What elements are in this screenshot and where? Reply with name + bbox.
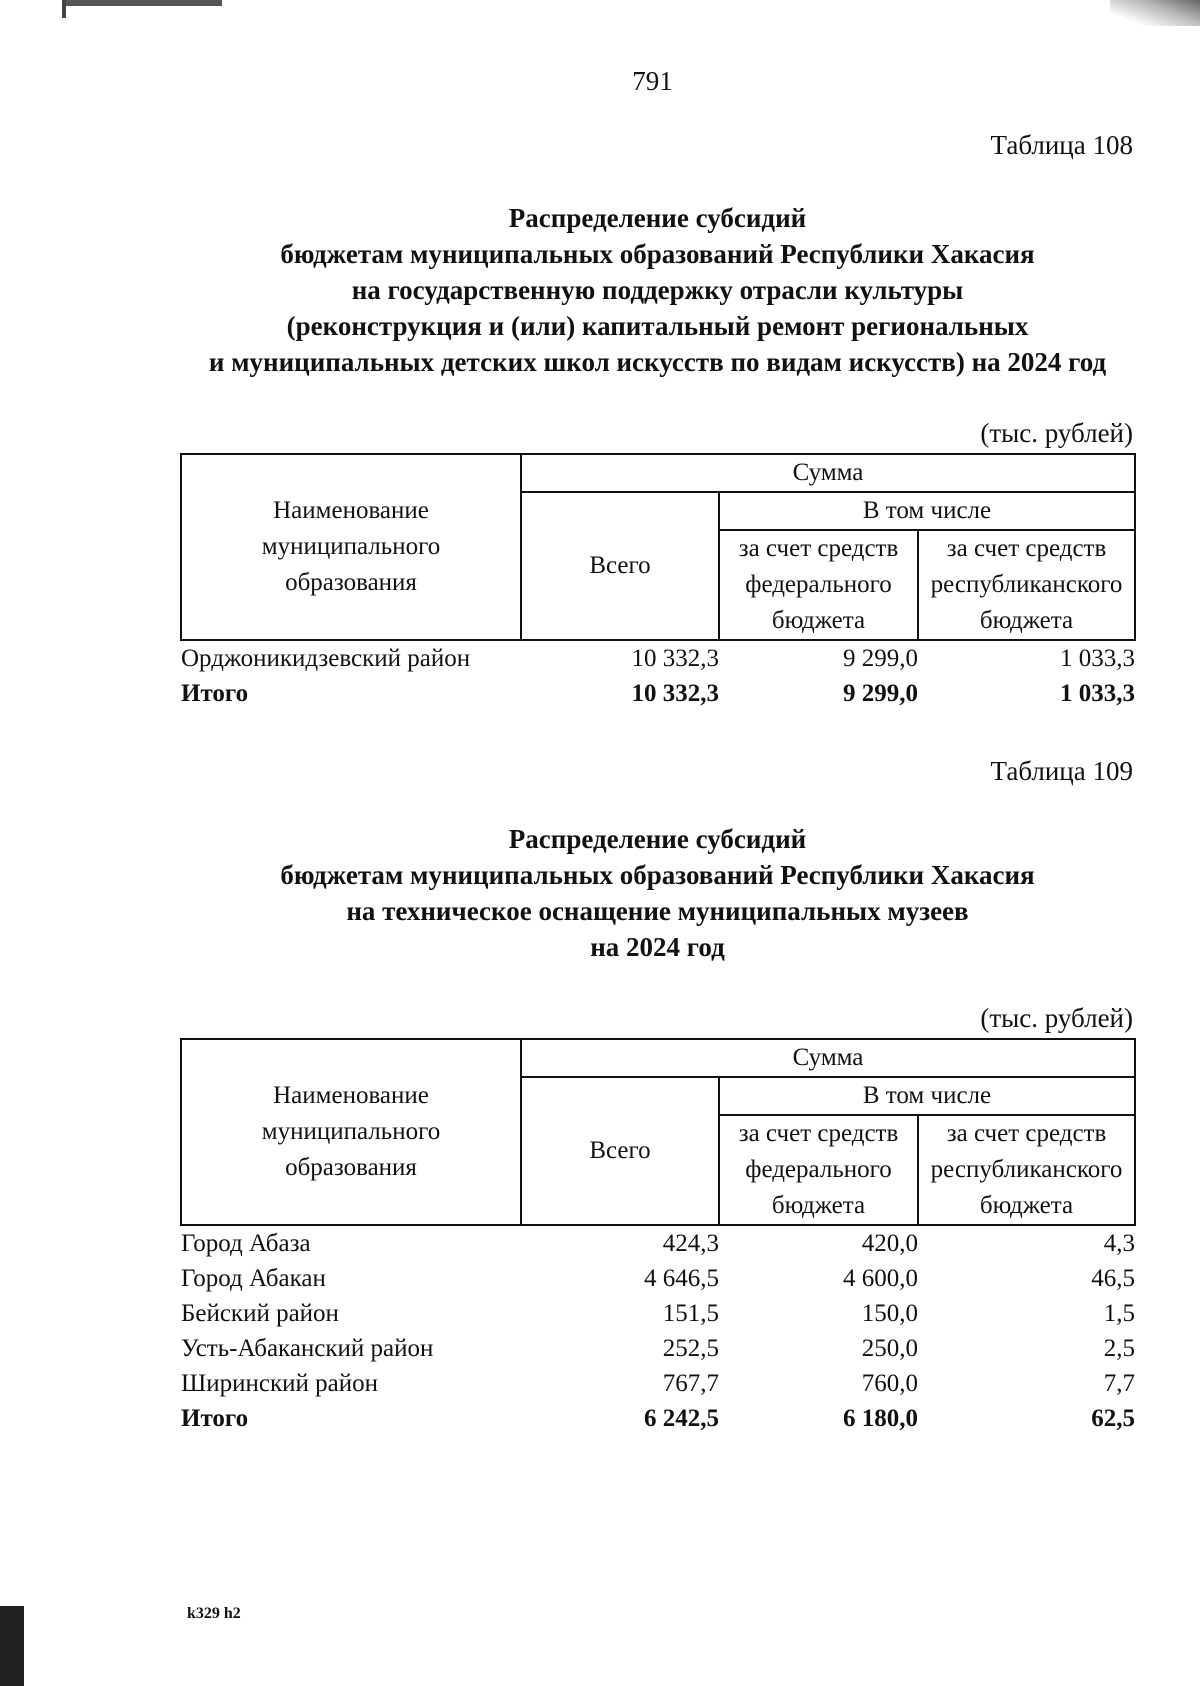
scan-edge-mark-top-left-vertical — [62, 0, 66, 18]
table-row — [181, 1331, 1135, 1366]
row-federal: 4 600,0 — [843, 1265, 918, 1292]
table-108-units: (тыс. рублей) — [980, 418, 1133, 448]
row-republic: 2,5 — [1103, 1335, 1136, 1362]
table-row — [181, 1261, 1135, 1296]
table-108-label: Таблица 108 — [990, 130, 1133, 160]
totals-name: Итого — [181, 1405, 249, 1432]
header-total: Всего — [521, 492, 719, 640]
row-name: Город Абакан — [181, 1265, 326, 1292]
title-line: на государственную поддержку отрасли культуры — [351, 275, 964, 305]
row-total: 424,3 — [662, 1230, 719, 1257]
title-line: бюджетам муниципальных образований Республики Хакасия — [280, 860, 1035, 890]
table-108-title — [120, 200, 1195, 380]
row-name: Ширинский район — [181, 1370, 378, 1397]
row-federal: 420,0 — [861, 1230, 918, 1257]
row-total: 151,5 — [662, 1300, 719, 1327]
table-109-units: (тыс. рублей) — [980, 1003, 1133, 1033]
header-federal: за счет средств федерального бюджета — [719, 530, 918, 640]
row-republic: 4,3 — [1103, 1230, 1136, 1257]
title-line: и муниципальных детских школ искусств по видам искусств) на 2024 год — [208, 347, 1107, 377]
header-including: В том числе — [719, 1077, 1135, 1115]
row-federal: 150,0 — [861, 1300, 918, 1327]
table-109-label: Таблица 109 — [990, 756, 1133, 786]
scan-edge-mark-bottom-left — [0, 1606, 24, 1686]
row-name: Орджоникидзевский район — [181, 645, 471, 672]
title-line: на техническое оснащение муниципальных музеев — [346, 896, 969, 926]
page-number: 791 — [632, 66, 673, 96]
row-name: Город Абаза — [181, 1230, 311, 1257]
row-republic: 7,7 — [1103, 1370, 1136, 1397]
table-row — [181, 640, 1135, 676]
scan-edge-mark-top-left — [62, 0, 222, 6]
row-federal: 9 299,0 — [843, 645, 918, 672]
title-line: Распределение субсидий — [508, 824, 807, 854]
table-108 — [180, 453, 1136, 711]
row-name: Бейский район — [181, 1300, 339, 1327]
totals-federal: 6 180,0 — [843, 1405, 918, 1432]
row-name: Усть-Абаканский район — [181, 1335, 434, 1362]
header-republic: за счет средств республиканского бюджета — [918, 1115, 1135, 1225]
row-federal: 250,0 — [861, 1335, 918, 1362]
header-federal: за счет средств федерального бюджета — [719, 1115, 918, 1225]
totals-republic: 62,5 — [1091, 1405, 1136, 1432]
header-name: Наименование муниципального образования — [181, 454, 521, 640]
totals-row — [181, 1401, 1135, 1436]
header-republic: за счет средств республиканского бюджета — [918, 530, 1135, 640]
footer-document-code: k329 h2 — [187, 1605, 241, 1622]
totals-total: 10 332,3 — [631, 680, 719, 707]
table-row — [181, 1366, 1135, 1401]
row-federal: 760,0 — [861, 1370, 918, 1397]
row-republic: 46,5 — [1091, 1265, 1136, 1292]
row-total: 10 332,3 — [631, 645, 719, 672]
totals-federal: 9 299,0 — [843, 680, 918, 707]
header-name: Наименование муниципального образования — [181, 1039, 521, 1225]
table-row — [181, 1296, 1135, 1331]
title-line: бюджетам муниципальных образований Республики Хакасия — [280, 239, 1035, 269]
row-republic: 1,5 — [1103, 1300, 1136, 1327]
header-sum: Сумма — [521, 454, 1135, 492]
totals-total: 6 242,5 — [644, 1405, 719, 1432]
totals-name: Итого — [181, 680, 249, 707]
header-including: В том числе — [719, 492, 1135, 530]
row-total: 252,5 — [662, 1335, 719, 1362]
row-total: 767,7 — [662, 1370, 719, 1397]
table-row — [181, 1225, 1135, 1261]
table-109-title — [120, 821, 1195, 965]
totals-republic: 1 033,3 — [1060, 680, 1136, 707]
title-line: на 2024 год — [590, 932, 725, 962]
row-total: 4 646,5 — [644, 1265, 719, 1292]
scan-edge-mark-top-right — [1110, 0, 1200, 26]
header-sum: Сумма — [521, 1039, 1135, 1077]
table-109 — [180, 1038, 1136, 1436]
totals-row — [181, 676, 1135, 711]
title-line: Распределение субсидий — [508, 203, 807, 233]
title-line: (реконструкция и (или) капитальный ремонт региональных — [286, 311, 1029, 341]
row-republic: 1 033,3 — [1060, 645, 1136, 672]
header-total: Всего — [521, 1077, 719, 1225]
